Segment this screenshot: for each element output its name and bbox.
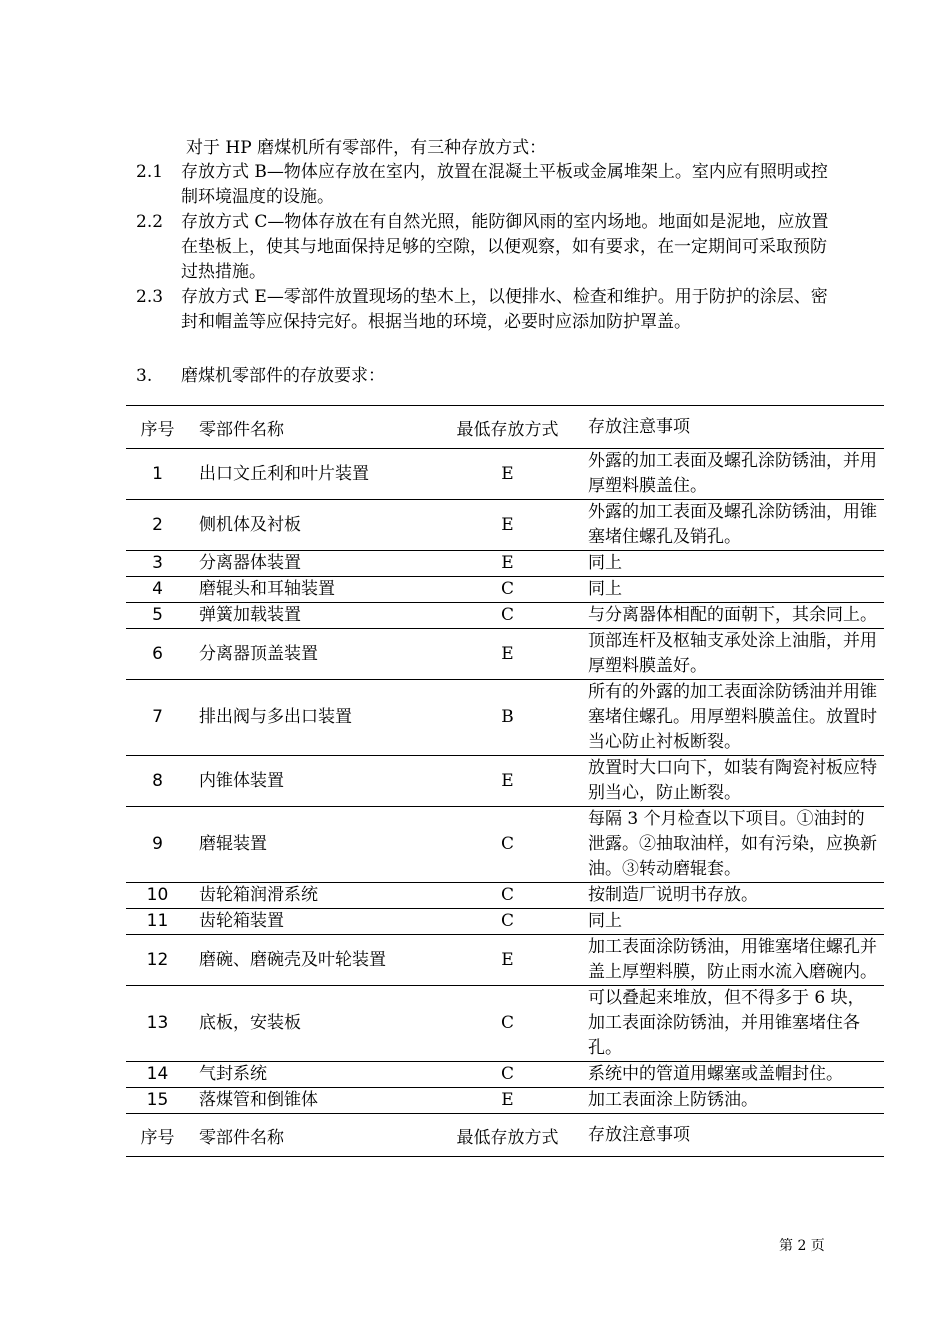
row-number: 1 (126, 449, 189, 500)
part-name: 出口文丘利和叶片装置 (189, 449, 436, 500)
storage-mode: E (436, 551, 579, 577)
part-name: 分离器顶盖装置 (189, 629, 436, 680)
table-row (126, 449, 884, 500)
part-name: 落煤管和倒锥体 (189, 1088, 436, 1114)
row-number: 10 (126, 883, 189, 909)
header-no: 序号 (126, 1114, 189, 1157)
storage-mode: E (436, 935, 579, 986)
table-row (126, 629, 884, 680)
section-number: 3. (136, 366, 153, 386)
section-text: 存放方式 C—物体存放在有自然光照，能防御风雨的室内场地。地面如是泥地，应放置在垫板上，使其与地面保持足够的空隙，以便观察，如有要求，在一定期间可采取预防过热措施。 (181, 212, 829, 282)
storage-note: 放置时大口向下，如装有陶瓷衬板应特别当心，防止断裂。 (579, 756, 884, 807)
storage-note: 系统中的管道用螺塞或盖帽封住。 (579, 1062, 884, 1088)
storage-mode: C (436, 909, 579, 935)
row-number: 12 (126, 935, 189, 986)
table-row (126, 551, 884, 577)
storage-mode: E (436, 500, 579, 551)
storage-mode: E (436, 756, 579, 807)
table-footer-header-row (126, 1114, 884, 1157)
header-note: 存放注意事项 (579, 1114, 884, 1157)
table-header-row (126, 406, 884, 449)
row-number: 5 (126, 603, 189, 629)
section-number: 2.3 (136, 287, 164, 307)
section-number: 2.1 (136, 162, 164, 182)
storage-mode: C (436, 807, 579, 883)
storage-note: 顶部连杆及枢轴支承处涂上油脂，并用厚塑料膜盖好。 (579, 629, 884, 680)
storage-mode: C (436, 603, 579, 629)
header-note: 存放注意事项 (579, 406, 884, 449)
page-number: 第 2 页 (779, 1238, 825, 1254)
storage-note: 加工表面涂上防锈油。 (579, 1088, 884, 1114)
header-no: 序号 (126, 406, 189, 449)
row-number: 3 (126, 551, 189, 577)
storage-mode: E (436, 1088, 579, 1114)
section-text: 磨煤机零部件的存放要求： (181, 366, 385, 386)
storage-mode: C (436, 1062, 579, 1088)
table-row (126, 883, 884, 909)
row-number: 15 (126, 1088, 189, 1114)
row-number: 13 (126, 986, 189, 1062)
table-row (126, 1062, 884, 1088)
part-name: 底板，安装板 (189, 986, 436, 1062)
part-name: 弹簧加载装置 (189, 603, 436, 629)
storage-note: 可以叠起来堆放，但不得多于 6 块，加工表面涂防锈油，并用锥塞堵住各孔。 (579, 986, 884, 1062)
section-number: 2.2 (136, 212, 164, 232)
part-name: 齿轮箱装置 (189, 909, 436, 935)
part-name: 气封系统 (189, 1062, 436, 1088)
table-row (126, 986, 884, 1062)
row-number: 6 (126, 629, 189, 680)
storage-note: 按制造厂说明书存放。 (579, 883, 884, 909)
part-name: 内锥体装置 (189, 756, 436, 807)
section-text: 存放方式 E—零部件放置现场的垫木上，以便排水、检查和维护。用于防护的涂层、密封和帽盖等应保持完好。根据当地的环境，必要时应添加防护罩盖。 (181, 287, 828, 332)
storage-note: 同上 (579, 577, 884, 603)
part-name: 分离器体装置 (189, 551, 436, 577)
part-name: 磨辊装置 (189, 807, 436, 883)
row-number: 9 (126, 807, 189, 883)
row-number: 8 (126, 756, 189, 807)
part-name: 齿轮箱润滑系统 (189, 883, 436, 909)
table-row (126, 909, 884, 935)
storage-note: 每隔 3 个月检查以下项目。①油封的泄露。②抽取油样，如有污染，应换新油。③转动磨辊套。 (579, 807, 884, 883)
table-row (126, 500, 884, 551)
table-row (126, 1088, 884, 1114)
part-name: 磨碗、磨碗壳及叶轮装置 (189, 935, 436, 986)
row-number: 4 (126, 577, 189, 603)
storage-mode: E (436, 629, 579, 680)
storage-note: 同上 (579, 551, 884, 577)
table-row (126, 577, 884, 603)
storage-note: 与分离器体相配的面朝下，其余同上。 (579, 603, 884, 629)
storage-mode: B (436, 680, 579, 756)
row-number: 2 (126, 500, 189, 551)
row-number: 11 (126, 909, 189, 935)
storage-note: 同上 (579, 909, 884, 935)
part-name: 磨辊头和耳轴装置 (189, 577, 436, 603)
header-name: 零部件名称 (189, 1114, 436, 1157)
section-text: 存放方式 B—物体应存放在室内，放置在混凝土平板或金属堆架上。室内应有照明或控制环境温度的设施。 (181, 162, 828, 207)
storage-mode: C (436, 986, 579, 1062)
parts-storage-table (126, 405, 884, 1157)
storage-note: 外露的加工表面及螺孔涂防锈油，用锥塞堵住螺孔及销孔。 (579, 500, 884, 551)
storage-mode: C (436, 883, 579, 909)
intro-paragraph: 对于 HP 磨煤机所有零部件，有三种存放方式： (186, 138, 547, 158)
part-name: 排出阀与多出口装置 (189, 680, 436, 756)
storage-note: 所有的外露的加工表面涂防锈油并用锥塞堵住螺孔。用厚塑料膜盖住。放置时当心防止衬板断裂。 (579, 680, 884, 756)
storage-mode: E (436, 449, 579, 500)
table-row (126, 603, 884, 629)
row-number: 7 (126, 680, 189, 756)
table-row (126, 935, 884, 986)
header-name: 零部件名称 (189, 406, 436, 449)
header-mode: 最低存放方式 (436, 406, 579, 449)
header-mode: 最低存放方式 (436, 1114, 579, 1157)
table-row (126, 807, 884, 883)
storage-note: 加工表面涂防锈油，用锥塞堵住螺孔并盖上厚塑料膜，防止雨水流入磨碗内。 (579, 935, 884, 986)
part-name: 侧机体及衬板 (189, 500, 436, 551)
storage-note: 外露的加工表面及螺孔涂防锈油，并用厚塑料膜盖住。 (579, 449, 884, 500)
row-number: 14 (126, 1062, 189, 1088)
storage-mode: C (436, 577, 579, 603)
table-row (126, 756, 884, 807)
table-row (126, 680, 884, 756)
